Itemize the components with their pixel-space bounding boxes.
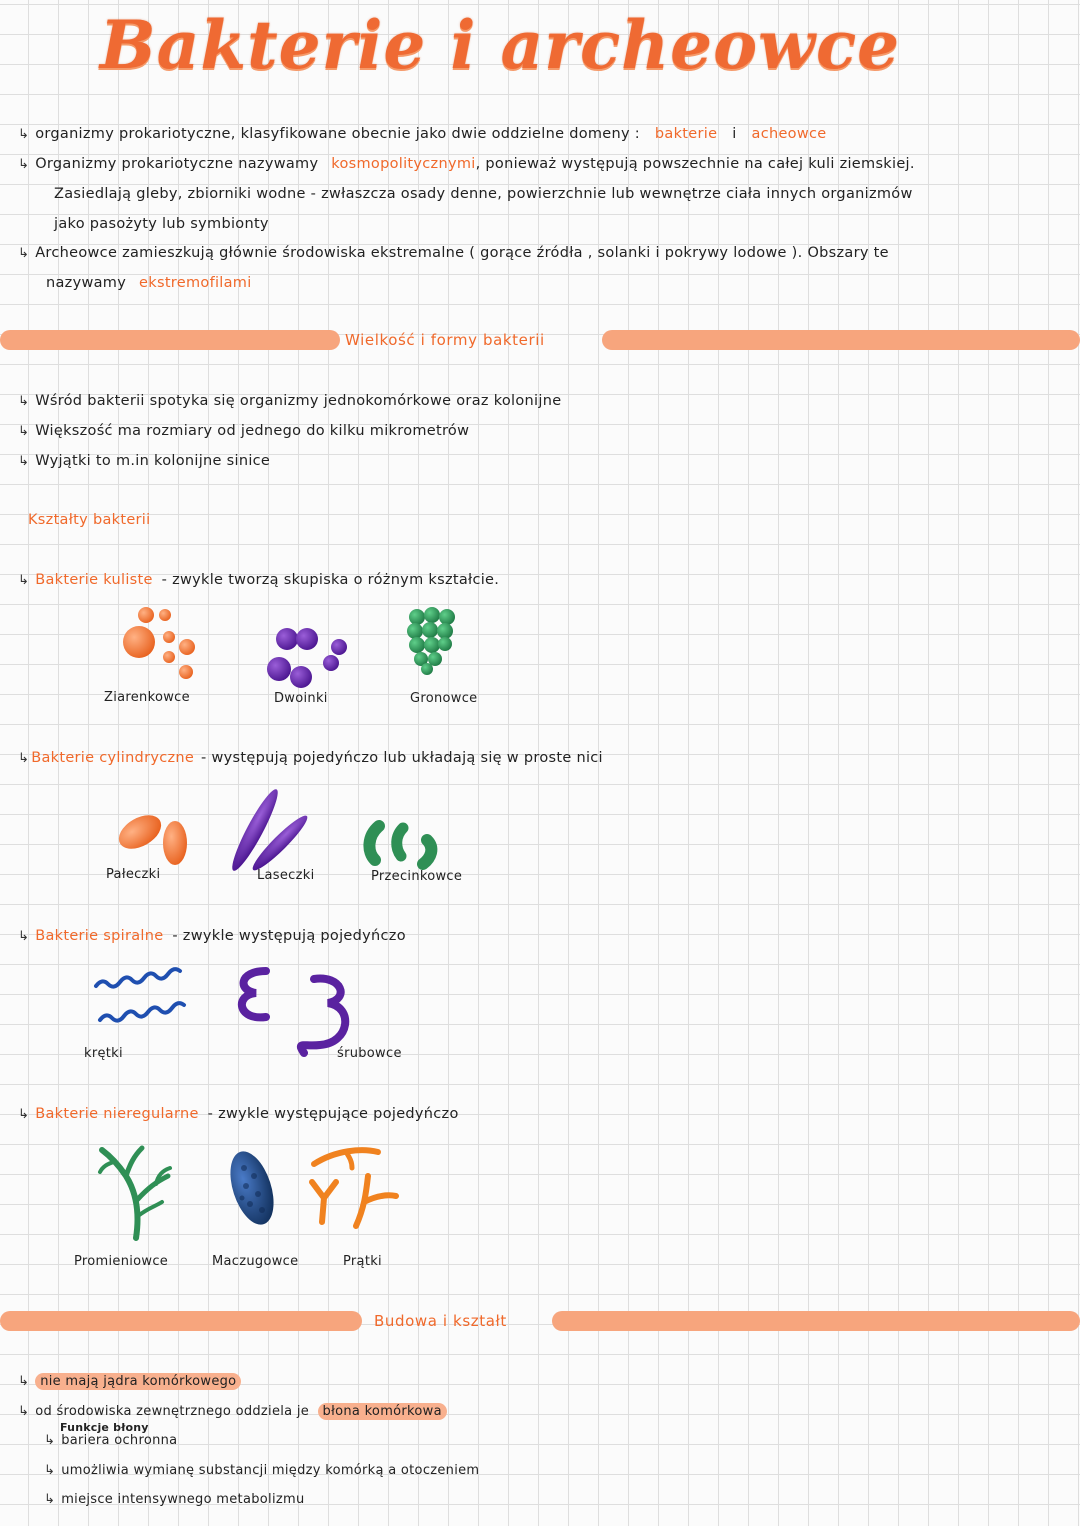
- bullet-wyjatki: ↳ Wyjątki to m.in kolonijne sinice: [18, 453, 271, 469]
- bullet-arrow-icon: ↳: [18, 929, 30, 944]
- term-kosmopolityczne: kosmopolitycznymi: [331, 156, 476, 172]
- intro-line-3: Zasiedlają gleby, zbiorniki wodne - zwłaszcza osady denne, powierzchnie lub wewnętrze ciała innych organizmów: [54, 186, 913, 202]
- section-heading-wielkosc: Wielkość i formy bakterii: [345, 331, 545, 349]
- section-divider-right: [602, 330, 1080, 350]
- section-heading-budowa: Budowa i kształt: [374, 1312, 507, 1330]
- bullet-arrow-icon: ↳: [18, 424, 30, 439]
- bullet-arrow-icon: ↳: [44, 1463, 56, 1478]
- bullet-arrow-icon: ↳: [18, 1404, 30, 1419]
- bullet-arrow-icon: ↳: [18, 573, 30, 588]
- caption-kretki: krętki: [84, 1046, 123, 1061]
- group-spiralne: ↳ Bakterie spiralne - zwykle występują pojedyńczo: [18, 928, 406, 944]
- caption-maczugowce: Maczugowce: [212, 1254, 299, 1269]
- bullet-jadro: ↳ nie mają jądra komórkowego: [18, 1374, 241, 1389]
- section-divider-right-2: [552, 1311, 1080, 1331]
- caption-dwoinki: Dwoinki: [274, 691, 328, 706]
- bullet-wsrod: ↳ Wśród bakterii spotyka się organizmy jednokomórkowe oraz kolonijne: [18, 393, 562, 409]
- paleczki-illustration: [112, 808, 192, 868]
- bullet-arrow-icon: ↳: [18, 127, 30, 142]
- gronowce-illustration: [405, 605, 465, 675]
- pratki-illustration: [306, 1142, 406, 1232]
- caption-laseczki: Laseczki: [257, 868, 315, 883]
- ziarenkowce-illustration: [115, 605, 215, 685]
- function-metabolizm: ↳ miejsce intensywnego metabolizmu: [44, 1492, 305, 1507]
- caption-promieniowce: Promieniowce: [74, 1254, 169, 1269]
- bullet-arrow-icon: ↳: [18, 751, 30, 766]
- intro-line-1: ↳ organizmy prokariotyczne, klasyfikowane obecnie jako dwie oddzielne domeny : bakterie i acheowce: [18, 126, 827, 142]
- page-title: Bakterie i archeowce: [99, 6, 901, 84]
- bullet-arrow-icon: ↳: [44, 1433, 56, 1448]
- maczugowce-illustration: [224, 1150, 284, 1230]
- intro-line-4: jako pasożyty lub symbionty: [54, 216, 269, 232]
- promieniowce-illustration: [96, 1142, 176, 1242]
- intro-line-2: ↳ Organizmy prokariotyczne nazywamy kosmopolitycznymi, ponieważ występują powszechnie na całej kuli ziemskiej.: [18, 156, 915, 172]
- caption-przecinkowce: Przecinkowce: [371, 869, 463, 884]
- bullet-arrow-icon: ↳: [18, 454, 30, 469]
- caption-ziarenkowce: Ziarenkowce: [104, 690, 190, 705]
- intro-line-5: ↳ Archeowce zamieszkują głównie środowiska ekstremalne ( gorące źródła , solanki i pokrywy lodowe ). Obszary te: [18, 245, 889, 261]
- shapes-heading: Kształty bakterii: [28, 512, 151, 528]
- function-wymiana: ↳ umożliwia wymianę substancji między komórką a otoczeniem: [44, 1463, 480, 1478]
- przecinkowce-illustration: [365, 822, 445, 872]
- bullet-arrow-icon: ↳: [18, 394, 30, 409]
- caption-srubowce: śrubowce: [337, 1046, 402, 1061]
- group-cylindryczne: ↳ Bakterie cylindryczne - występują pojedyńczo lub układają się w proste nici: [18, 750, 603, 766]
- function-bariera: ↳ bariera ochronna: [44, 1433, 178, 1448]
- intro-line-6: nazywamy ekstremofilami: [46, 275, 252, 291]
- bullet-wiekszosc: ↳ Większość ma rozmiary od jednego do kilku mikrometrów: [18, 423, 470, 439]
- caption-gronowce: Gronowce: [410, 691, 478, 706]
- term-archeowce: acheowce: [751, 126, 827, 142]
- dwoinki-illustration: [265, 625, 355, 690]
- bullet-arrow-icon: ↳: [18, 246, 30, 261]
- laseczki-illustration: [230, 785, 320, 880]
- term-ekstremofile: ekstremofilami: [139, 275, 252, 291]
- kretki-illustration: [92, 962, 187, 1032]
- bullet-arrow-icon: ↳: [44, 1492, 56, 1507]
- term-bakterie: bakterie: [654, 126, 718, 142]
- term-blona-komorkowa: błona komórkowa: [318, 1403, 447, 1420]
- group-nieregularne: ↳ Bakterie nieregularne - zwykle występujące pojedyńczo: [18, 1106, 459, 1122]
- bullet-arrow-icon: ↳: [18, 1107, 30, 1122]
- caption-paleczki: Pałeczki: [106, 867, 161, 882]
- functions-label: Funkcje błony: [60, 1421, 149, 1434]
- section-divider-left: [0, 330, 340, 350]
- caption-pratki: Prątki: [343, 1254, 382, 1269]
- bullet-arrow-icon: ↳: [18, 1374, 30, 1389]
- bullet-arrow-icon: ↳: [18, 157, 30, 172]
- group-kuliste: ↳ Bakterie kuliste - zwykle tworzą skupiska o różnym kształcie.: [18, 572, 500, 588]
- bullet-blona: ↳ od środowiska zewnętrznego oddziela je błona komórkowa: [18, 1404, 447, 1419]
- section-divider-left-2: [0, 1311, 362, 1331]
